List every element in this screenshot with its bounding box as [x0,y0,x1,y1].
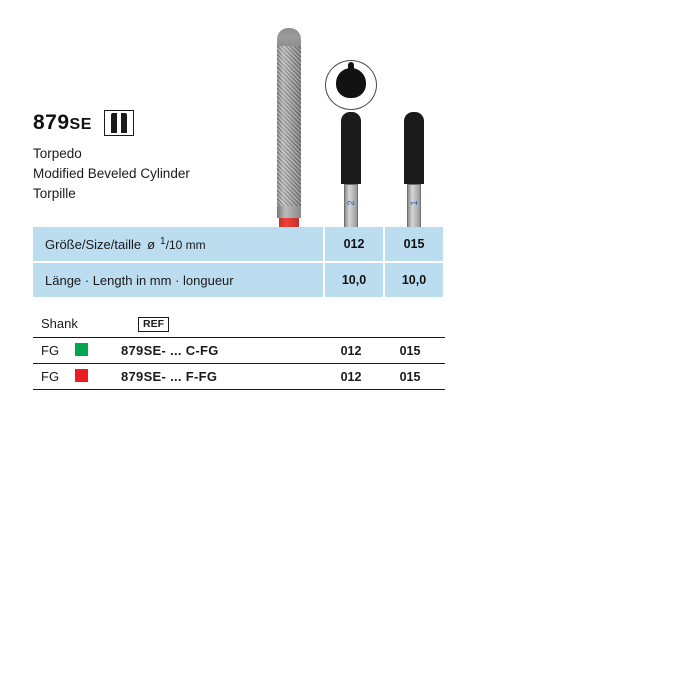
reference-code: 879SE- ... F-FG [121,369,218,384]
table-row [33,364,445,390]
cross-section-profile [336,68,366,98]
shape-icon-notch [117,113,121,133]
reference-size-012: 012 [340,369,362,384]
measurement-size-012: 012 [325,227,383,261]
bur-shape-icon [104,110,134,136]
shank-table-header [33,309,445,338]
product-header [33,108,283,204]
bur-collar [277,206,301,218]
diamond-bur-large [272,28,306,233]
reference-code: 879SE- ... C-FG [121,343,219,358]
bur-profile-index: 1 [409,200,419,206]
diameter-symbol: ø [147,236,156,252]
shank-table [33,309,445,390]
measurement-label-length-text: Länge · Length in mm · longueur [45,272,234,288]
product-name-en: Modified Beveled Cylinder [33,166,190,181]
ref-badge: REF [138,317,169,332]
bur-illustrations [250,10,470,235]
bur-profile-head [341,112,361,184]
fraction-numerator: 1 [160,236,166,247]
measurement-row-length [33,263,445,297]
product-name-de: Torpedo [33,146,82,161]
fraction-denominator: /10 mm [165,238,206,252]
bur-profile-2 [330,112,372,232]
cross-section-diagram [325,60,377,110]
measurement-size-015: 015 [385,227,443,261]
measurement-table [33,227,445,297]
grit-color-green [75,343,88,356]
fraction [160,236,206,252]
ref-header [138,315,169,332]
reference-size-015: 015 [399,343,421,358]
bur-profile-1 [393,112,435,232]
measurement-length-2: 10,0 [385,263,443,297]
measurement-label-length [33,263,323,297]
measurement-label-size [33,227,323,261]
reference-size-015: 015 [399,369,421,384]
shank-type: FG [41,343,60,358]
measurement-label-size-text: Größe/Size/taille [45,236,142,252]
bur-profile-head [404,112,424,184]
product-code: 879SE [33,111,92,134]
grit-color-swatch [75,343,121,359]
product-names [33,144,283,204]
product-name-fr: Torpille [33,186,76,201]
bur-diamond-body [277,46,301,206]
grit-color-red [75,369,88,382]
product-code-row [33,108,283,138]
shank-type: FG [41,369,60,384]
shank-header-label: Shank [41,315,78,331]
reference-size-012: 012 [340,343,362,358]
table-row [33,338,445,364]
bur-profile-index: 2 [346,200,356,206]
measurement-row-size [33,227,445,261]
grit-color-swatch [75,369,121,385]
measurement-length-1: 10,0 [325,263,383,297]
